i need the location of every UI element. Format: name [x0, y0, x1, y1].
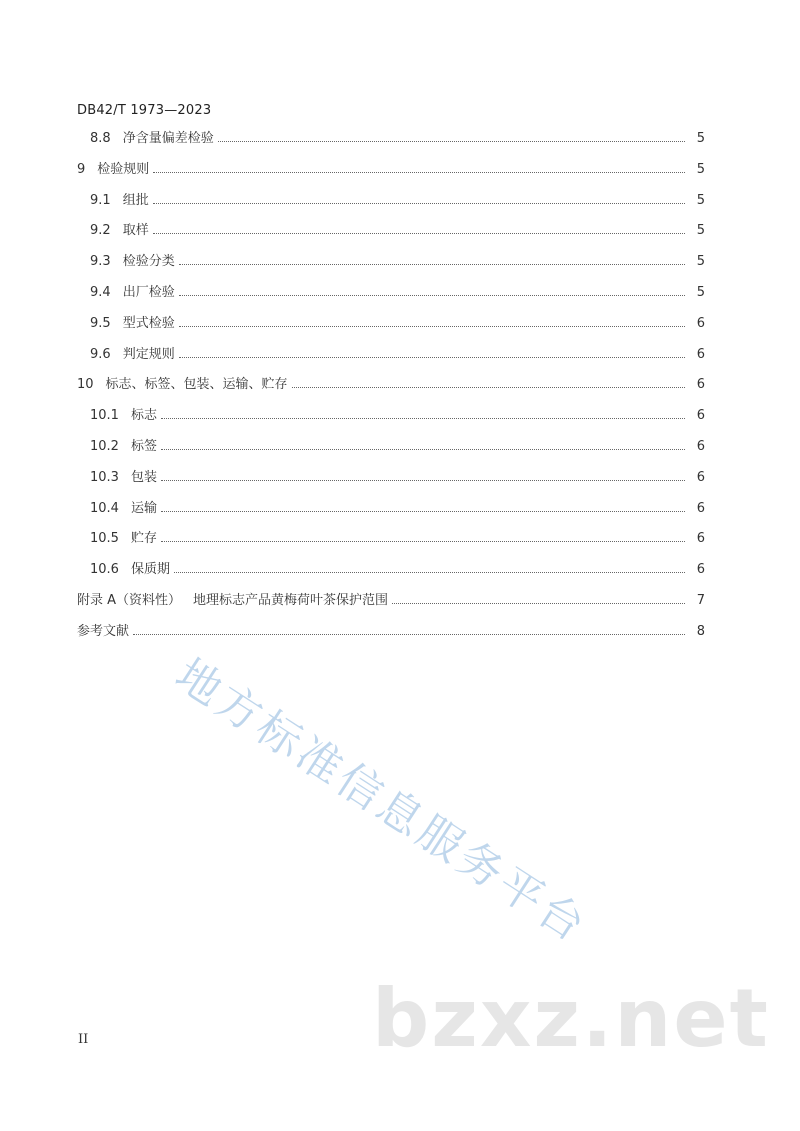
toc-entry[interactable]: [0, 282, 800, 300]
toc-entry-title: 运输: [130, 500, 157, 516]
toc-leader-dots: [179, 263, 685, 265]
toc-entry[interactable]: [0, 405, 800, 423]
toc-leader-dots: [153, 232, 685, 234]
toc-entry-number: 10.5: [90, 531, 119, 547]
toc-entry-page: 8: [696, 623, 705, 639]
toc-entry-page: 6: [696, 500, 705, 516]
toc-entry-title: 型式检验: [122, 315, 175, 331]
toc-entry-title: 组批: [122, 192, 149, 208]
toc-entry[interactable]: [0, 621, 800, 639]
toc-leader-dots: [179, 356, 685, 358]
toc-entry-number: 10.6: [90, 562, 119, 578]
toc-entry-number: 10.1: [90, 408, 119, 424]
toc-entry-page: 7: [696, 593, 705, 608]
toc-leader-dots: [161, 417, 685, 419]
toc-entry-title: 标志、标签、包装、运输、贮存: [105, 377, 288, 393]
toc-leader-dots: [161, 448, 685, 450]
toc-entry-title: 标志: [130, 408, 157, 424]
toc-leader-dots: [161, 479, 685, 481]
toc-entry-title: 判定规则: [122, 346, 175, 362]
toc-leader-dots: [161, 510, 685, 512]
toc-entry-title: 检验规则: [97, 161, 150, 177]
toc-entry-title: 取样: [122, 223, 149, 239]
toc-leader-dots: [218, 140, 685, 142]
toc-leader-dots: [174, 571, 685, 573]
toc-entry[interactable]: [0, 559, 800, 577]
toc-entry-number: 10.4: [90, 500, 119, 516]
toc-entry[interactable]: [0, 436, 800, 454]
toc-entry-number: 9: [77, 161, 86, 177]
toc-entry-title: 净含量偏差检验: [122, 131, 214, 146]
toc-entry-page: 6: [696, 531, 705, 547]
toc-entry-title: 出厂检验: [122, 285, 175, 300]
toc-entry[interactable]: [0, 190, 800, 208]
toc-entry-page: 6: [696, 439, 705, 454]
toc-entry-page: 6: [696, 562, 705, 578]
watermark-brand: bzxz.net: [372, 972, 770, 1065]
toc-entry[interactable]: [0, 220, 800, 238]
toc-entry-page: 5: [696, 285, 705, 300]
toc-entry-number: 9.3: [90, 254, 111, 270]
toc-entry-number: 参考文献: [77, 623, 130, 639]
document-code: DB42/T 1973—2023: [77, 103, 212, 118]
toc-leader-dots: [153, 202, 685, 204]
toc-leader-dots: [161, 540, 685, 542]
toc-leader-dots: [133, 633, 685, 635]
toc-entry[interactable]: [0, 498, 800, 516]
toc-entry-number: 附录 A（资料性）: [77, 593, 182, 608]
toc-entry-title: 保质期: [130, 562, 170, 578]
toc-entry-title: 标签: [130, 439, 157, 454]
toc-entry-page: 6: [696, 377, 705, 393]
toc-entry-number: 10.2: [90, 439, 119, 454]
toc-entry-page: 5: [696, 223, 705, 239]
page-number: II: [78, 1032, 89, 1047]
toc-entry-page: 5: [696, 161, 705, 177]
toc-leader-dots: [179, 294, 685, 296]
toc-entry-number: 9.2: [90, 223, 111, 239]
toc-entry-number: 8.8: [90, 131, 111, 146]
toc-entry-page: 5: [696, 192, 705, 208]
toc-entry[interactable]: [0, 374, 800, 392]
toc-entry-number: 10.3: [90, 469, 119, 485]
toc-entry-title: 贮存: [130, 531, 157, 547]
toc-entry[interactable]: [0, 528, 800, 546]
toc-leader-dots: [153, 171, 685, 173]
toc-leader-dots: [292, 386, 685, 388]
toc-entry-page: 6: [696, 469, 705, 485]
toc-entry-title: 地理标志产品黄梅荷叶茶保护范围: [193, 593, 389, 608]
toc-entry-page: 6: [696, 315, 705, 331]
watermark-diagonal-text: 地方标准信息服务平台: [166, 649, 597, 954]
toc-entry-page: 5: [696, 131, 705, 146]
toc-leader-dots: [392, 602, 685, 604]
toc-entry[interactable]: [0, 128, 800, 146]
toc-entry-number: 9.1: [90, 192, 111, 208]
toc-entry[interactable]: [0, 313, 800, 331]
toc-leader-dots: [179, 325, 685, 327]
toc-entry[interactable]: [0, 467, 800, 485]
toc-entry-number: 9.5: [90, 315, 111, 331]
toc-entry-number: 9.4: [90, 285, 111, 300]
toc-entry-page: 5: [696, 254, 705, 270]
toc-entry[interactable]: [0, 251, 800, 269]
toc-entry-number: 9.6: [90, 346, 111, 362]
toc-entry-title: 包装: [130, 469, 157, 485]
toc-entry-page: 6: [696, 408, 705, 424]
toc-entry[interactable]: [0, 590, 800, 608]
toc-entry-number: 10: [77, 377, 94, 393]
toc-entry-title: 检验分类: [122, 254, 175, 270]
toc-entry[interactable]: [0, 159, 800, 177]
toc-entry-page: 6: [696, 346, 705, 362]
toc-entry[interactable]: [0, 344, 800, 362]
